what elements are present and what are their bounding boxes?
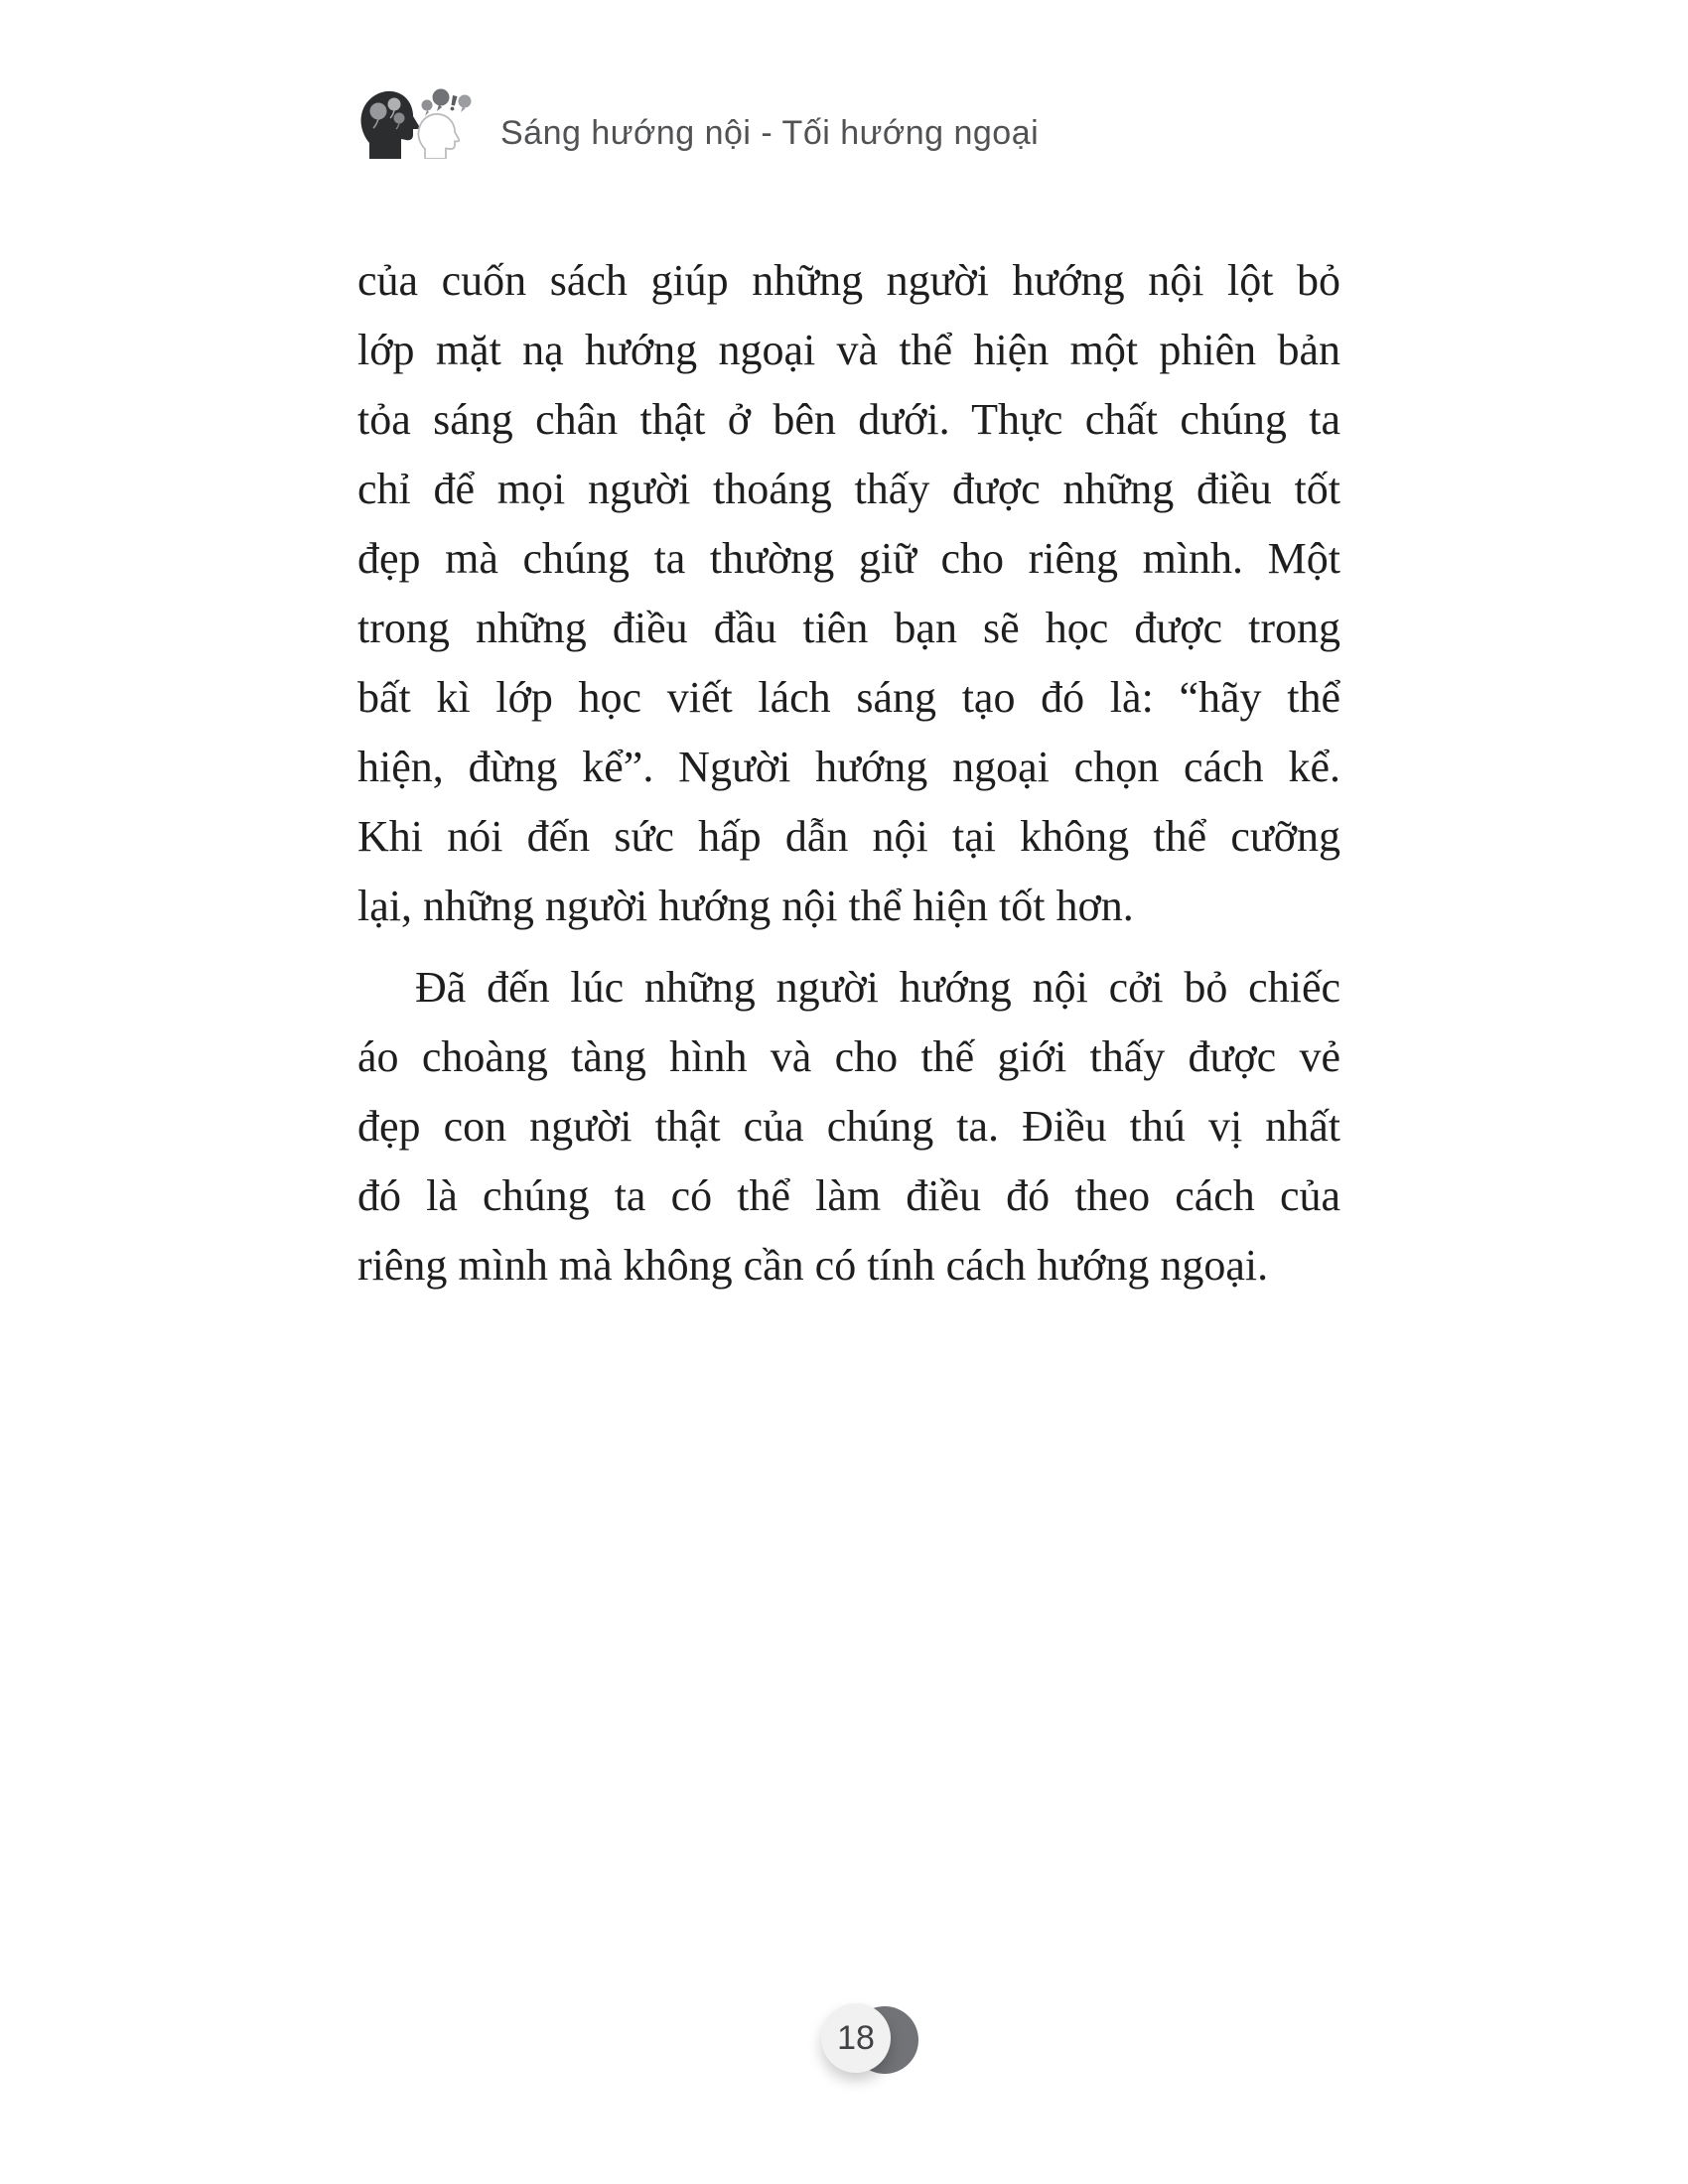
text-line: lớp mặt nạ hướng ngoại và thể hiện một phiên bản	[357, 326, 1340, 374]
text-line: áo choàng tàng hình và cho thế giới thấy được vẻ	[357, 1032, 1340, 1081]
running-title: Sáng hướng nội - Tối hướng ngoại	[500, 114, 1040, 152]
page-number: 18	[837, 2018, 875, 2057]
text-line: của cuốn sách giúp những người hướng nội lột bỏ	[357, 256, 1340, 305]
text-line: chỉ để mọi người thoáng thấy được những điều tốt	[357, 465, 1340, 513]
page-number-circle	[821, 2003, 891, 2073]
page-footer	[821, 2003, 922, 2079]
text-line: riêng mình mà không cần có tính cách hướng ngoại.	[357, 1241, 1269, 1290]
text-line: Khi nói đến sức hấp dẫn nội tại không thể cưỡng	[357, 812, 1340, 861]
introvert-extrovert-heads-icon	[359, 87, 479, 159]
text-line: bất kì lớp học viết lách sáng tạo đó là: “hãy thể	[357, 673, 1340, 722]
text-line: tỏa sáng chân thật ở bên dưới. Thực chất chúng ta	[357, 395, 1340, 444]
text-line: đẹp con người thật của chúng ta. Điều thú vị nhất	[357, 1102, 1340, 1151]
paragraph-2	[357, 953, 1340, 1300]
page-body	[357, 246, 1340, 1300]
page-number-badge	[821, 2003, 922, 2079]
page-header	[359, 87, 1039, 159]
paragraph-1	[357, 246, 1340, 941]
text-line: Đã đến lúc những người hướng nội cởi bỏ chiếc	[415, 963, 1340, 1012]
text-line: hiện, đừng kể”. Người hướng ngoại chọn cách kể.	[357, 743, 1340, 791]
text-line: lại, những người hướng nội thể hiện tốt hơn.	[357, 882, 1134, 930]
text-line: trong những điều đầu tiên bạn sẽ học được trong	[357, 604, 1340, 652]
text-line: đó là chúng ta có thể làm điều đó theo cách của	[357, 1171, 1340, 1220]
text-line: đẹp mà chúng ta thường giữ cho riêng mình. Một	[357, 534, 1340, 583]
